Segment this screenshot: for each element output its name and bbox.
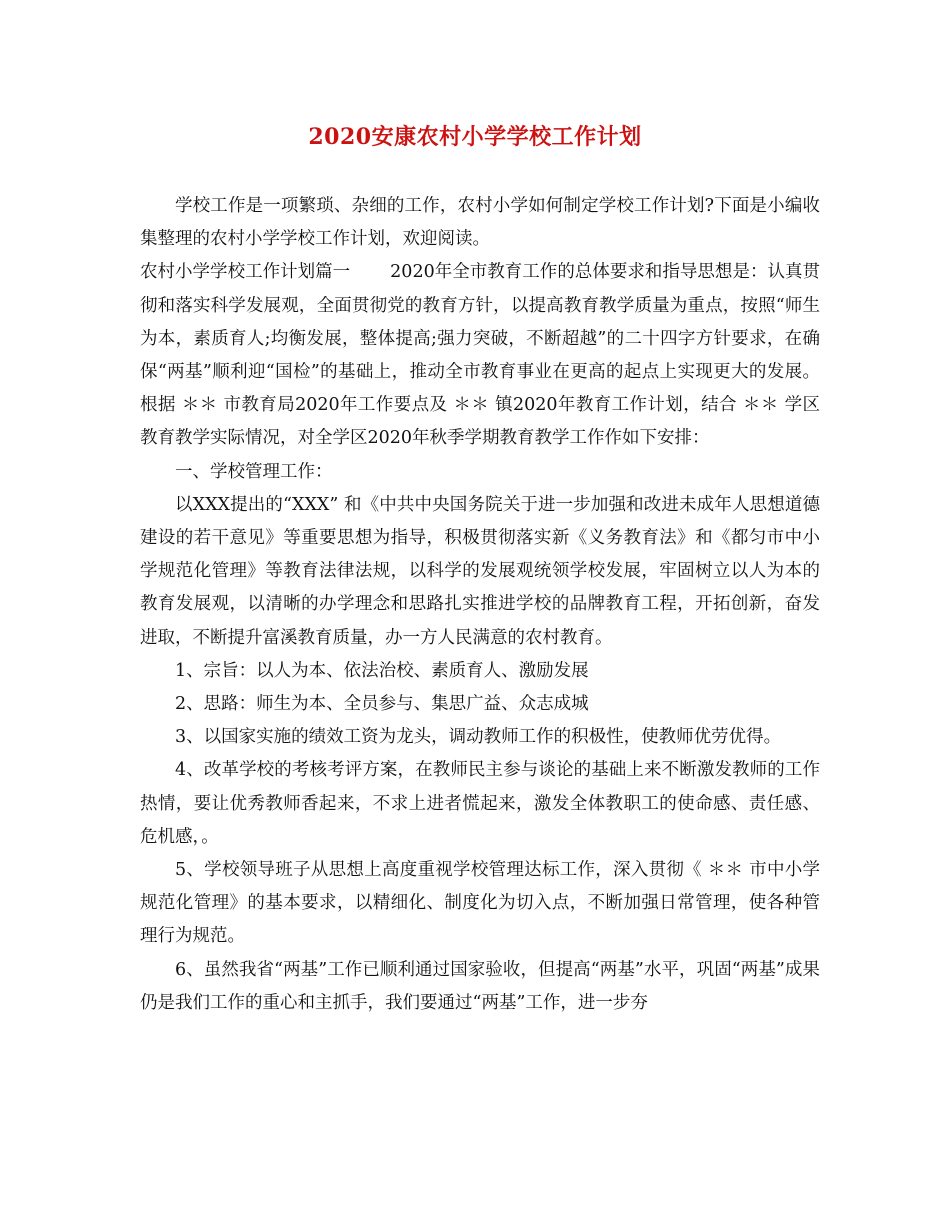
list-item-1: 1、宗旨：以人为本、依法治校、素质育人、激励发展 [175, 660, 589, 681]
document-title: 2020安康农村小学学校工作计划 [308, 124, 642, 150]
list-item-5: 5、学校领导班子从思想上高度重视学校管理达标工作，深入贯彻《 ＊＊ 市中小学规范化管理》的基本要求，以精细化、制度化为切入点，不断加强日常管理，使各种管理行为规范。 [140, 860, 820, 947]
section-text: 2020年全市教育工作的总体要求和指导思想是：认真贯彻和落实科学发展观，全面贯彻党的教育方针，以提高教育教学质量为重点，按照“师生为本，素质育人;均衡发展，整体提高;强力突破，不断超越”的二十四字方针要求，在确保“两基”顺利迎“国检”的基础上，推动全市教育事业在更高的起点上实现更大的发展。根据 ＊＊ 市教育局2020年工作要点及 ＊＊ 镇2020年教育工作计划，结合 ＊＊ 学区教育教学实际情况，对全学区2020年秋季学期教育教学工作作如下安排： [140, 262, 820, 449]
paragraph-guideline: 以XXX提出的“XXX” 和《中共中央国务院关于进一步加强和改进未成年人思想道德建设的若干意见》等重要思想为指导，积极贯彻落实新《义务教育法》和《都匀市中小学规范化管理》等教育法律法规，以科学的发展观统领学校发展，牢固树立以人为本的教育发展观，以清晰的办学理念和思路扎实推进学校的品牌教育工程，开拓创新，奋发进取，不断提升富溪教育质量，办一方人民满意的农村教育。 [140, 494, 820, 648]
paragraph-section-one [140, 256, 820, 455]
paragraph-intro: 学校工作是一项繁琐、杂细的工作，农村小学如何制定学校工作计划?下面是小编收集整理的农村小学学校工作计划，欢迎阅读。 [140, 196, 820, 250]
list-item-2: 2、思路：师生为本、全员参与、集思广益、众志成城 [175, 694, 589, 715]
list-item-4: 4、改革学校的考核考评方案，在教师民主参与谈论的基础上来不断激发教师的工作热情，要让优秀教师香起来，不求上进者慌起来，激发全体教职工的使命感、责任感、危机感，。 [140, 760, 820, 847]
document-body [140, 190, 820, 1020]
heading-school-management: 一、学校管理工作： [175, 461, 333, 482]
list-item-3: 3、以国家实施的绩效工资为龙头，调动教师工作的积极性，使教师优劳优得。 [175, 727, 782, 748]
section-label: 农村小学学校工作计划篇一 [140, 262, 351, 283]
list-item-6: 6、虽然我省“两基”工作已顺利通过国家验收，但提高“两基”水平，巩固“两基”成果仍是我们工作的重心和主抓手，我们要通过“两基”工作，进一步夯 [140, 959, 820, 1013]
